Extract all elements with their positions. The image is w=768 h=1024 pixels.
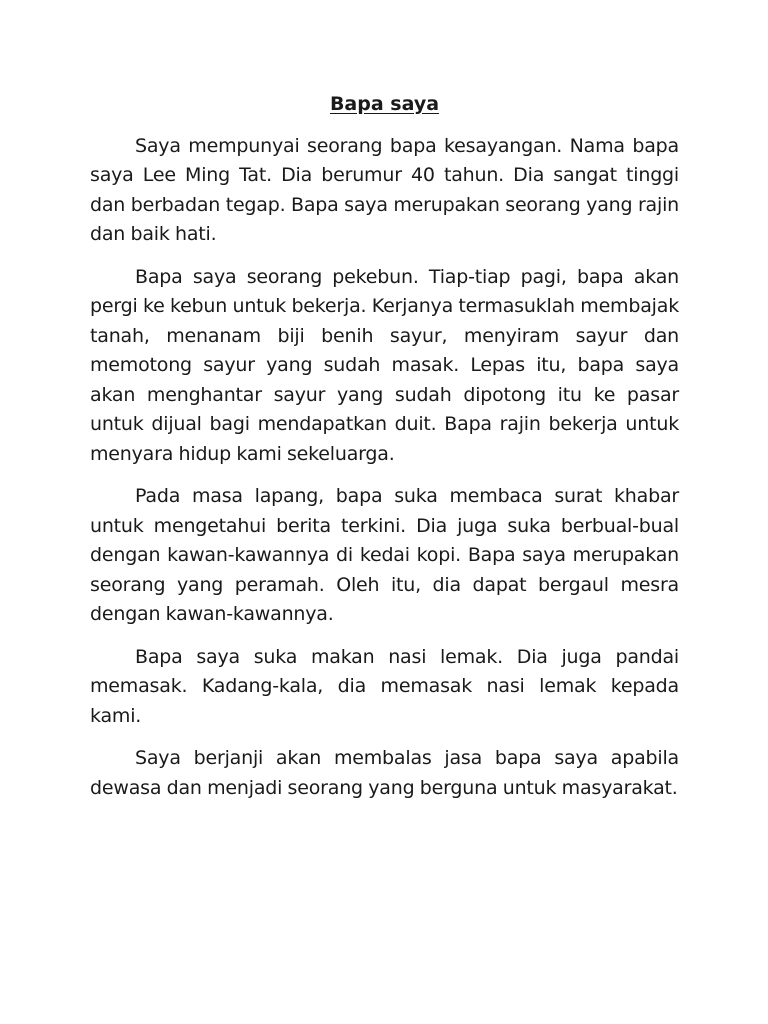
paragraph-5: Saya berjanji akan membalas jasa bapa saya apabila dewasa dan menjadi seorang yang berguna untuk masyarakat. <box>90 747 679 799</box>
paragraph-4: Bapa saya suka makan nasi lemak. Dia juga pandai memasak. Kadang-kala, dia memasak nasi lemak kepada kami. <box>90 645 679 727</box>
essay-page <box>90 90 679 816</box>
paragraph-2: Bapa saya seorang pekebun. Tiap-tiap pagi, bapa akan pergi ke kebun untuk bekerja. Kerjanya termasuklah membajak tanah, menanam biji benih sayur, menyiram sayur dan memotong sayur yang sudah masak. Lepas itu, bapa saya akan menghantar sayur yang sudah dipotong itu ke pasar untuk dijual bagi mendapatkan duit. Bapa rajin bekerja untuk menyara hidup kami sekeluarga. <box>90 265 679 465</box>
paragraph-3: Pada masa lapang, bapa suka membaca surat khabar untuk mengetahui berita terkini. Dia juga suka berbual-bual dengan kawan-kawannya di kedai kopi. Bapa saya merupakan seorang yang peramah. Oleh itu, dia dapat bergaul mesra dengan kawan-kawannya. <box>90 485 679 625</box>
essay-title: Bapa saya <box>329 93 440 115</box>
paragraph-1: Saya mempunyai seorang bapa kesayangan. Nama bapa saya Lee Ming Tat. Dia berumur 40 tahun. Dia sangat tinggi dan berbadan tegap. Bapa saya merupakan seorang yang rajin dan baik hati. <box>90 134 679 245</box>
